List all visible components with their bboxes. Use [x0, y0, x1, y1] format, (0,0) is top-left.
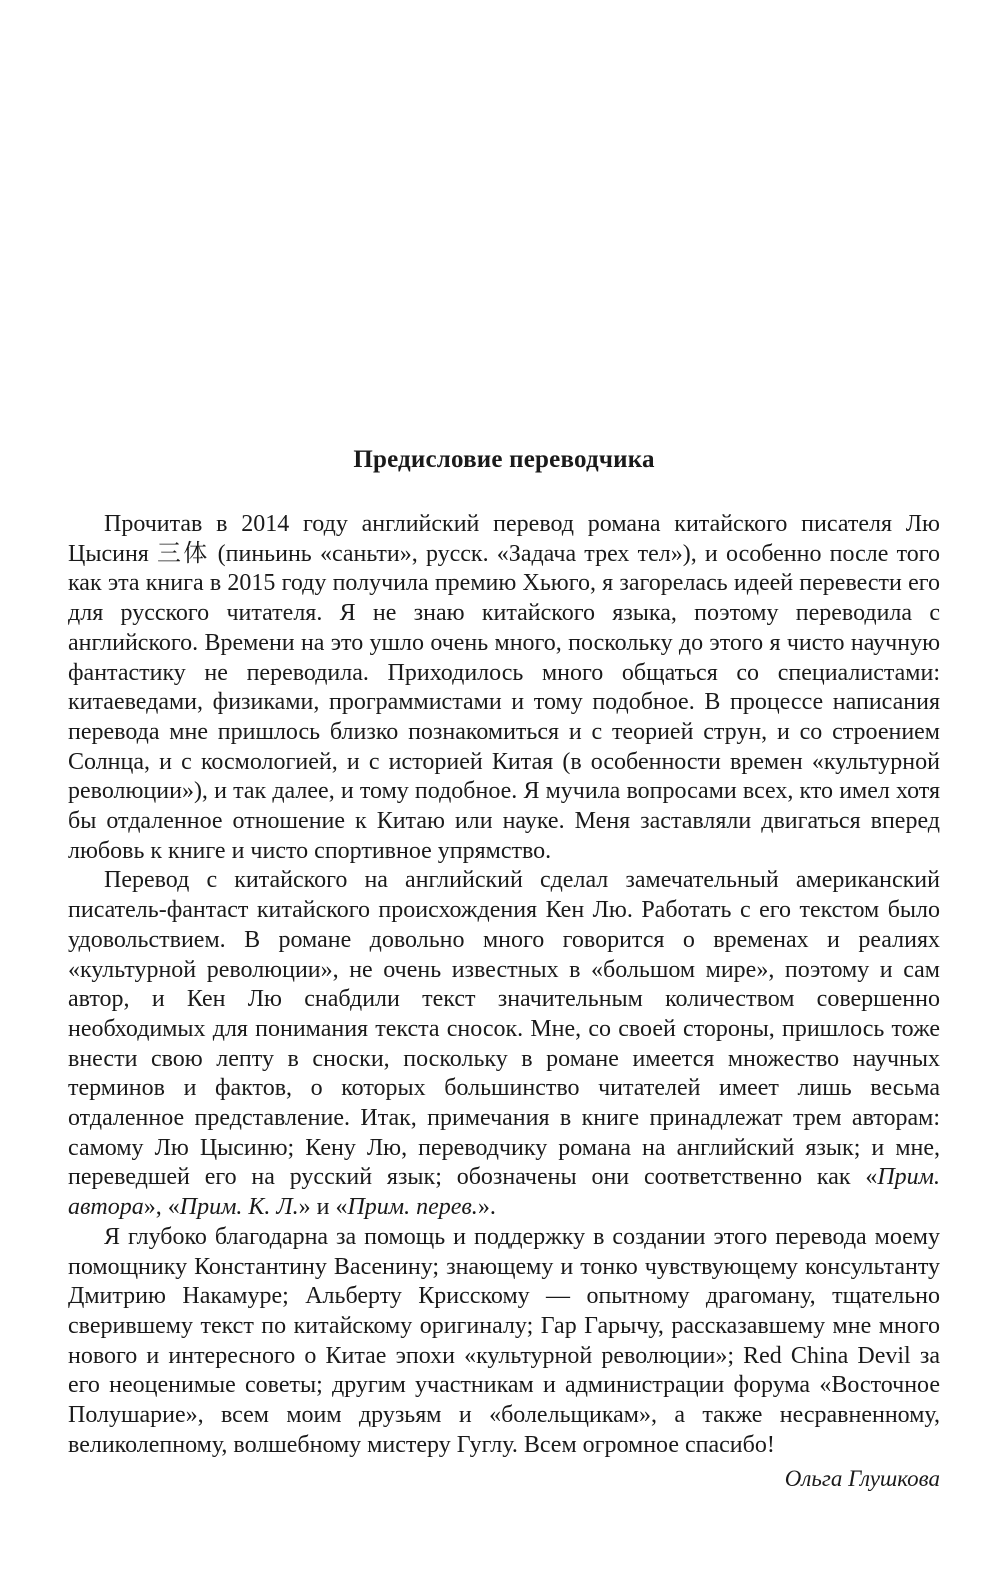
note-label-author: Прим. автора: [68, 1164, 940, 1221]
note-label-kl: Прим. К. Л.: [179, 1194, 299, 1221]
signature: Ольга Глушкова: [784, 1465, 940, 1491]
paragraph-2-end: ».: [477, 1194, 496, 1221]
paragraph-2-text: Перевод с китайского на английский сделал замечательный американский писатель-фантаст китайского происхождения Кен Лю. Работать с его текстом было удовольствием. В романе довольно много говорится о временах и реалиях «культурной революции», не очень известных в «большом мире», поэтому и сам автор, и Кен Лю снабдили текст значительным количеством совершенно необходимых для понимания текста сносок. Мне, со своей стороны, пришлось тоже внести свою лепту в сноски, поскольку в романе имеется множество научных терминов и фактов, о которых большинство читателей имеет лишь весьма отдаленное представление. Итак, примечания в книге принадлежат трем авторам: самому Лю Цысиню; Кену Лю, переводчику романа на английский язык; и мне, переведшей его на русский язык; обозначены они соответственно как «: [68, 867, 940, 1191]
note-separator-2: » и «: [298, 1194, 348, 1221]
paragraph-2: [68, 866, 940, 1222]
note-separator-1: », «: [143, 1194, 180, 1221]
paragraph-1: Прочитав в 2014 году английский перевод романа китайского писателя Лю Цысиня 三体 (пиньинь «саньти», русск. «Задача трех тел»), и особенно после того как эта книга в 2015 году получила премию Хьюго, я загорелась идеей перевести его для русского читателя. Я не знаю китайского языка, поэтому переводила с английского. Времени на это ушло очень много, поскольку до этого я чисто научную фантастику не переводила. Приходилось много общаться со специалистами: китаеведами, физиками, программистами и тому подобное. В процессе написания перевода мне пришлось близко познакомиться и с теорией струн, и со строением Солнца, и с космологией, и с историей Китая (в особенности времен «культурной революции»), и так далее, и тому подобное. Я мучила вопросами всех, кто имел хотя бы отдаленное отношение к Китаю или науке. Меня заставляли двигаться вперед любовь к книге и чисто спортивное упрямство.: [68, 511, 940, 864]
page-title: Предисловие переводчика: [353, 446, 655, 473]
paragraph-3: Я глубоко благодарна за помощь и поддержку в создании этого перевода моему помощнику Константину Васенину; знающему и тонко чувствующему консультанту Дмитрию Накамуре; Альберту Крисскому — опытному драгоману, тщательно сверившему текст по китайскому оригиналу; Гар Гарычу, рассказавшему мне много нового и интересного о Китае эпохи «культурной революции»; Red China Devil за его неоценимые советы; другим участникам и администрации форума «Восточное Полушарие», всем моим друзьям и «болельщикам», а также несравненному, великолепному, волшебному мистеру Гуглу. Всем огромное спасибо!: [68, 1223, 940, 1458]
page-content: [68, 440, 940, 1495]
note-label-translator: Прим. перев.: [347, 1194, 478, 1221]
